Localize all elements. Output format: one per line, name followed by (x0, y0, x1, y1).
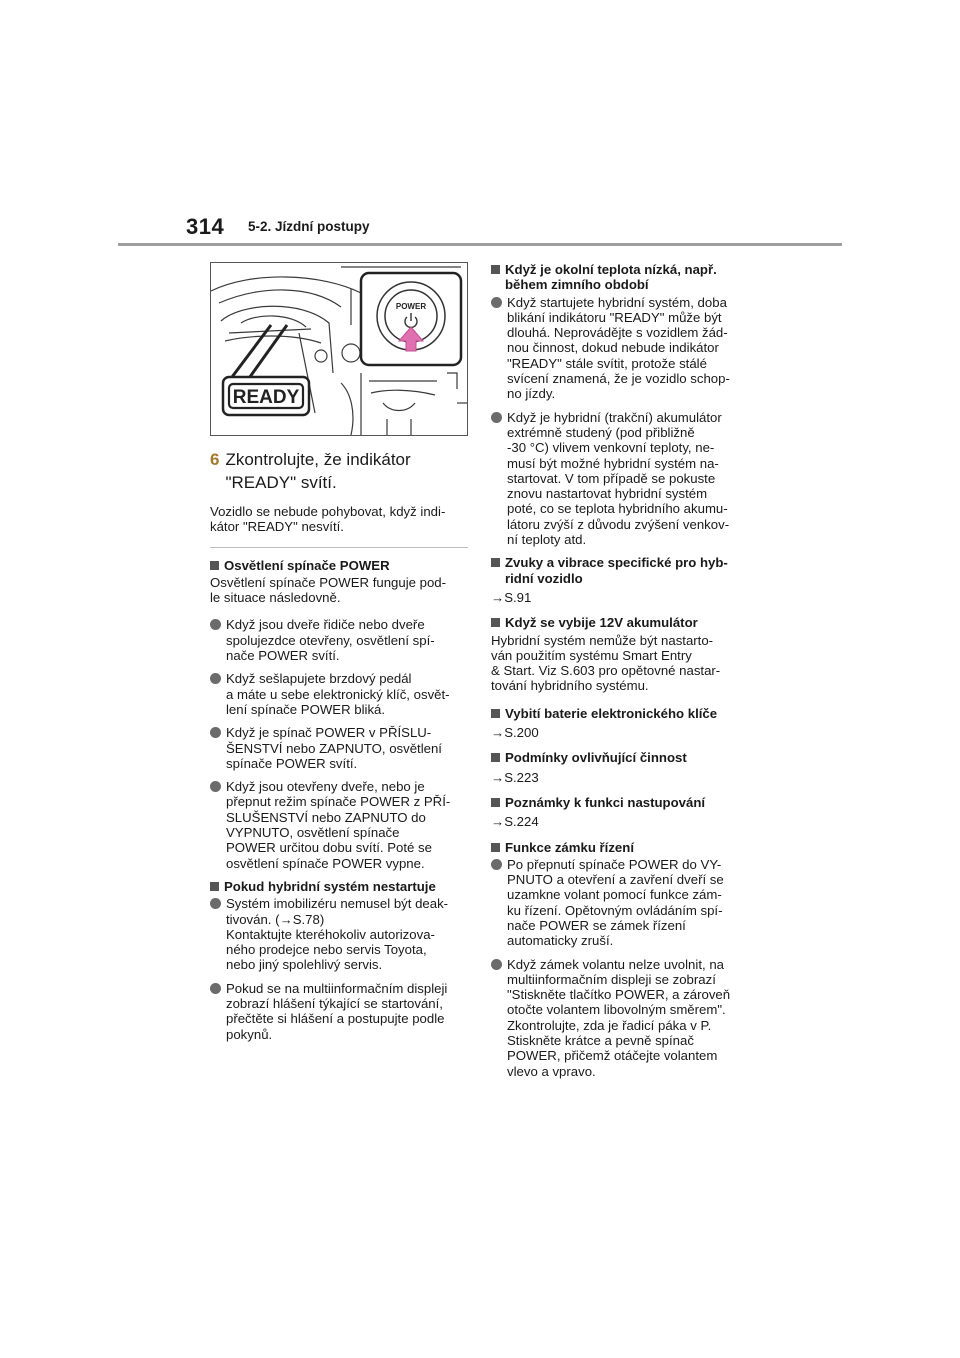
square-bullet-icon (491, 558, 500, 567)
heading-text: Vybití baterie elektronického klíče (505, 705, 718, 721)
bullet-item (491, 295, 759, 402)
square-bullet-icon (491, 798, 500, 807)
divider (210, 547, 468, 548)
text-line: a máte u sebe elektronický klíč, osvět- (226, 686, 450, 702)
square-bullet-icon (210, 882, 219, 891)
text-line: startovat. V tom případě se pokuste (507, 470, 716, 486)
step-line: "READY" svítí. (225, 473, 337, 492)
text-line: tivován. (→S.78) (226, 911, 325, 927)
heading-text: během zimního období (505, 277, 649, 293)
text-line: -30 °C) vlivem venkovní teploty, ne- (507, 440, 715, 456)
text-line: multiinformačním displeji se zobrazí (507, 971, 716, 987)
note-line: kátor "READY" nesvítí. (210, 519, 344, 535)
text-line: Když je spínač POWER v PŘÍSLU- (226, 725, 432, 741)
dashboard-illustration (210, 262, 468, 436)
square-bullet-icon (491, 709, 500, 718)
text-line: Systém imobilizéru nemusel být deak- (226, 896, 449, 912)
text-line: Kontaktujte kteréhokoliv autorizova- (226, 926, 435, 942)
text-line: přečtěte si hlášení a postupujte podle (226, 1011, 445, 1027)
text-line: ŠENSTVÍ nebo ZAPNUTO, osvětlení (226, 740, 442, 756)
bullet-item (210, 896, 468, 972)
text-line: pokynů. (226, 1026, 273, 1042)
right-column (491, 262, 759, 1087)
step-number: 6 (210, 450, 220, 469)
text-line: POWER určitou dobu svítí. Poté se (226, 840, 432, 856)
text-line: spolujezdce otevřeny, osvětlení spí- (226, 632, 435, 648)
page-reference-link[interactable]: →S.91 (491, 589, 532, 605)
circle-bullet-icon (491, 859, 502, 870)
header-rule (118, 243, 842, 246)
page-reference-link[interactable]: →S.223 (491, 769, 539, 785)
circle-bullet-icon (210, 673, 221, 684)
text-line: dlouhá. Neprovádějte s vozidlem žád- (507, 325, 728, 341)
text-line: tování hybridního systému. (491, 678, 649, 694)
bullet-item (210, 725, 468, 771)
circle-bullet-icon (210, 727, 221, 738)
text-line: zobrazí hlášení týkající se startování, (226, 996, 443, 1012)
step-line: Zkontrolujte, že indikátor (225, 450, 411, 469)
text-line: ného prodejce nebo servis Toyota, (226, 942, 427, 958)
text-line: Když startujete hybridní systém, doba (507, 294, 727, 310)
text-line: uzamkne volant pomocí funkce zám- (507, 887, 722, 903)
topic-heading (491, 795, 759, 810)
text-line: spínače POWER svítí. (226, 755, 358, 771)
dashboard-drawing (211, 263, 467, 435)
heading-text: Pokud hybridní systém nestartuje (224, 878, 436, 894)
page-reference-link[interactable]: →S.224 (491, 814, 539, 830)
text-line: ván použitím systému Smart Entry (491, 647, 692, 663)
topic-heading (491, 706, 759, 721)
text-line: lení spínače POWER bliká. (226, 701, 386, 717)
text-line: SLUŠENSTVÍ nebo ZAPNUTO do (226, 809, 426, 825)
text-line: Když jsou dveře řidiče nebo dveře (226, 617, 425, 633)
text-line: přepnut režim spínače POWER z PŘÍ- (226, 794, 451, 810)
topic-heading (210, 879, 468, 894)
text-line: Hybridní systém nemůže být nastarto- (491, 632, 714, 648)
text-line: nou činnost, dokud nebude indikátor (507, 340, 719, 356)
heading-text: ridní vozidlo (505, 570, 583, 586)
text-line: osvětlení spínače POWER vypne. (226, 855, 425, 871)
note-line: Vozidlo se nebude pohybovat, když indi- (210, 504, 446, 519)
text-line: Když jsou otevřeny dveře, nebo je (226, 779, 425, 795)
text-line: extrémně studený (pod přibližně (507, 424, 695, 440)
text-line: Pokud se na multiinformačním displeji (226, 980, 448, 996)
text-line: Když sešlapujete brzdový pedál (226, 671, 412, 687)
bullet-item (491, 410, 759, 548)
text-line: POWER, přičemž otáčejte volantem (507, 1048, 718, 1064)
topic-heading (491, 615, 759, 630)
heading-text: Zvuky a vibrace specifické pro hyb- (505, 555, 728, 571)
bullet-item (210, 617, 468, 663)
square-bullet-icon (210, 561, 219, 570)
text-line: no jízdy. (507, 386, 556, 402)
text-line: ku řízení. Opětovným ovládáním spí- (507, 902, 723, 918)
circle-bullet-icon (210, 983, 221, 994)
circle-bullet-icon (491, 412, 502, 423)
topic-heading (491, 555, 759, 586)
text-line: vlevo a vpravo. (507, 1063, 596, 1079)
bullet-item (210, 981, 468, 1042)
square-bullet-icon (491, 618, 500, 627)
heading-text: Funkce zámku řízení (505, 839, 634, 855)
text-line: ní teploty atd. (507, 532, 587, 548)
heading-text: Poznámky k funkci nastupování (505, 794, 706, 810)
text-line: musí být možné hybridní systém na- (507, 455, 719, 471)
text-line: Zkontrolujte, zda je řadicí páka v P. (507, 1017, 712, 1033)
text-line: Když je hybridní (trakční) akumulátor (507, 409, 722, 425)
text-line: Když zámek volantu nelze uvolnit, na (507, 956, 724, 972)
topic-heading (491, 840, 759, 855)
bullet-item (210, 779, 468, 871)
text-line: otočte volantem libovolným směrem". (507, 1002, 726, 1018)
text-line: Osvětlení spínače POWER funguje pod- (210, 574, 447, 590)
circle-bullet-icon (491, 959, 502, 970)
text-line: svícení znamená, že je vozidlo schop- (507, 371, 730, 387)
topic-heading (491, 262, 759, 293)
text-line: nače POWER se zámek řízení (507, 917, 686, 933)
text-line: poté, co se teplota hybridního akumu- (507, 501, 728, 517)
heading-text: Osvětlení spínače POWER (224, 557, 390, 573)
text-line: PNUTO a otevření a zavření dveří se (507, 872, 724, 888)
text-line: Stiskněte krátce a pevně spínač (507, 1033, 694, 1049)
text-line: "Stiskněte tlačítko POWER, a zároveň (507, 987, 731, 1003)
square-bullet-icon (491, 843, 500, 852)
text-line: "READY" stále svítit, protože stálé (507, 355, 707, 371)
text-line: blikání indikátoru "READY" může být (507, 309, 722, 325)
text-line: nače POWER svítí. (226, 648, 340, 664)
page-reference-link[interactable]: →S.200 (491, 725, 539, 741)
square-bullet-icon (491, 753, 500, 762)
heading-text: Když je okolní teplota nízká, např. (505, 262, 717, 277)
heading-text: Když se vybije 12V akumulátor (505, 615, 698, 631)
text-line: Po přepnutí spínače POWER do VY- (507, 856, 722, 872)
bullet-item (210, 671, 468, 717)
text-line: VYPNUTO, osvětlení spínače (226, 825, 400, 841)
text-line: znovu nastartovat hybridní systém (507, 486, 708, 502)
text-line: nebo jiný spolehlivý servis. (226, 957, 383, 973)
text-line: látoru zvýší z důvodu zvýšení venkov- (507, 516, 730, 532)
circle-bullet-icon (210, 781, 221, 792)
power-label: POWER (395, 302, 427, 311)
text-line: le situace následovně. (210, 590, 341, 606)
topic-heading (491, 750, 759, 765)
square-bullet-icon (491, 265, 500, 274)
topic-heading (210, 558, 468, 573)
circle-bullet-icon (210, 619, 221, 630)
step-text (225, 448, 410, 494)
circle-bullet-icon (210, 898, 221, 909)
ready-indicator-label: READY (232, 387, 300, 408)
text-line: automaticky zruší. (507, 933, 614, 949)
topic-text (491, 633, 759, 694)
step-6 (210, 448, 468, 494)
page-number: 314 (186, 214, 225, 239)
circle-bullet-icon (491, 297, 502, 308)
bullet-item (491, 957, 759, 1079)
heading-text: Podmínky ovlivňující činnost (505, 750, 687, 766)
topic-text (210, 575, 468, 606)
text-line: & Start. Viz S.603 pro opětovné nastar- (491, 663, 721, 679)
left-column (210, 262, 468, 1050)
bullet-item (491, 857, 759, 949)
step-note (210, 504, 468, 535)
section-title: 5-2. Jízdní postupy (248, 219, 370, 234)
